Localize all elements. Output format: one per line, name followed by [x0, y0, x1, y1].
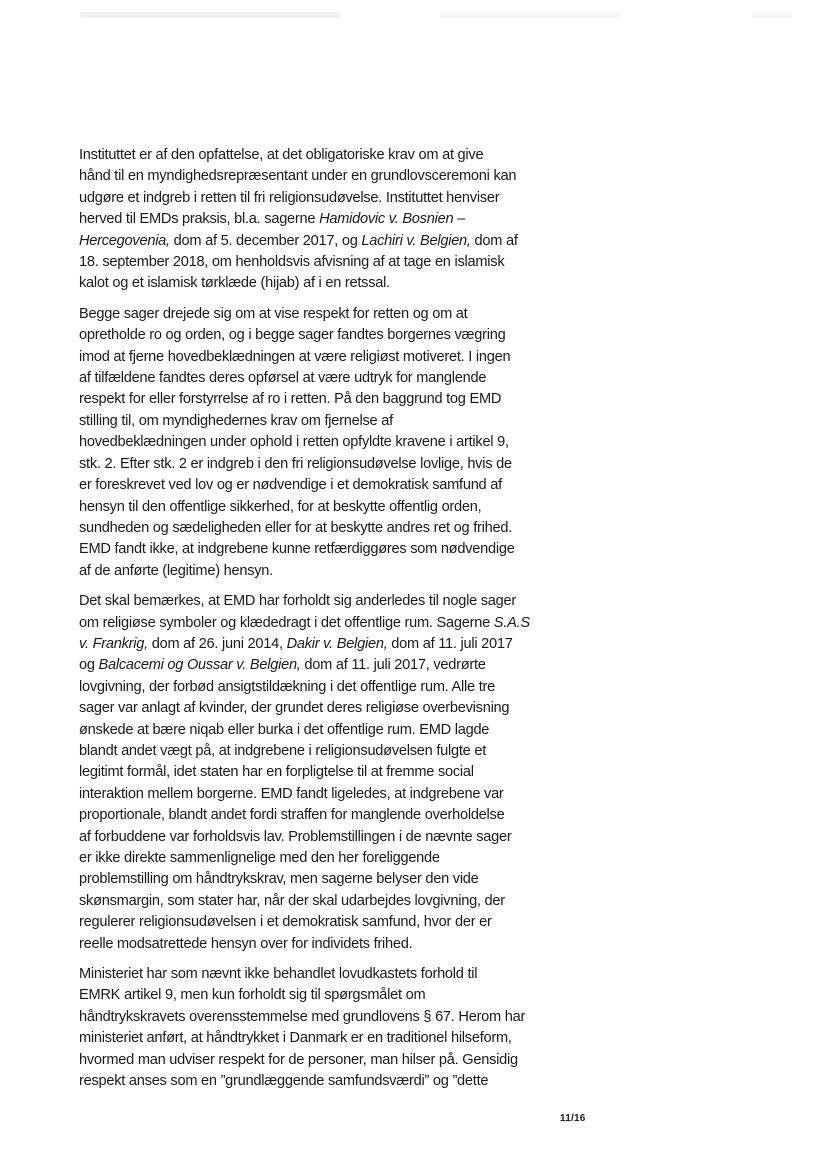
text-run: Det skal bemærkes, at EMD har forholdt sig anderledes til nogle sager	[79, 593, 516, 610]
text-line	[79, 304, 569, 325]
text-line	[79, 869, 569, 890]
text-run: reelle modsatrettede hensyn over for individets frihed.	[79, 935, 413, 952]
case-name: Hamidovic v. Bosnien –	[319, 211, 465, 228]
text-run: proportionale, blandt andet fordi straffen for manglende overholdelse	[79, 807, 505, 824]
text-line	[79, 188, 569, 209]
text-run: interaktion mellem borgerne. EMD fandt ligeledes, at indgrebene var	[79, 785, 504, 802]
text-line	[79, 848, 569, 869]
text-line	[79, 985, 569, 1006]
text-line	[79, 518, 569, 539]
scan-artifact	[80, 12, 340, 18]
case-name: v. Frankrig,	[79, 635, 148, 652]
text-line	[79, 325, 569, 346]
text-run: skønsmargin, som stater har, når der skal udarbejdes lovgivning, der	[79, 892, 505, 909]
text-line	[79, 454, 569, 475]
text-run: ministeriet anført, at håndtrykket i Danmark er en traditionel hilseform,	[79, 1030, 512, 1047]
text-line	[79, 591, 569, 612]
text-run: sager var anlagt af kvinder, der grundet deres religiøse overbevisning	[79, 700, 510, 717]
paragraph	[79, 591, 569, 955]
paragraph	[79, 145, 569, 295]
text-line	[79, 1028, 569, 1049]
text-run: 18. september 2018, om henholdsvis afvisning af at tage en islamisk	[79, 254, 505, 271]
text-line	[79, 145, 569, 166]
case-name: Lachiri v. Belgien,	[361, 232, 471, 249]
text-run: af de anførte (legitime) hensyn.	[79, 562, 273, 579]
text-run: problemstilling om håndtrykskrav, men sagerne belyser den vide	[79, 871, 479, 888]
text-line	[79, 964, 569, 985]
text-line	[79, 613, 569, 634]
text-line	[79, 934, 569, 955]
text-line	[79, 698, 569, 719]
text-run: hånd til en myndighedsrepræsentant under en grundlovsceremoni kan	[79, 168, 517, 185]
text-run: imod at fjerne hovedbeklædningen at være religiøst motiveret. I ingen	[79, 348, 511, 365]
text-line	[79, 741, 569, 762]
text-line	[79, 634, 569, 655]
text-line	[79, 539, 569, 560]
case-name: Hercegovenia,	[79, 232, 170, 249]
case-name: Balcacemi og Oussar v. Belgien,	[98, 657, 301, 674]
text-run: legitimt formål, idet staten har en forpligtelse til at fremme social	[79, 764, 474, 781]
text-run: dom af 5. december 2017, og	[169, 232, 362, 249]
text-run: regulerer religionsudøvelsen i et demokratisk samfund, hvor der er	[79, 914, 492, 931]
text-line	[79, 677, 569, 698]
text-run: respekt anses som en ”grundlæggende samfundsværdi” og ”dette	[79, 1073, 489, 1090]
text-line	[79, 475, 569, 496]
text-line	[79, 209, 569, 230]
text-run: respekt for eller forstyrrelse af ro i retten. På den baggrund tog EMD	[79, 391, 502, 408]
scan-artifact	[440, 12, 620, 18]
text-line	[79, 561, 569, 582]
text-run: lovgivning, der forbød ansigtstildækning i det offentlige rum. Alle tre	[79, 678, 495, 695]
text-run: Begge sager drejede sig om at vise respekt for retten og om at	[79, 305, 468, 322]
text-run: om religiøse symboler og klædedragt i det offentlige rum. Sagerne	[79, 614, 494, 631]
text-line	[79, 1050, 569, 1071]
text-run: dom af 26. juni 2014,	[147, 635, 287, 652]
text-line	[79, 231, 569, 252]
text-line	[79, 1007, 569, 1028]
text-line	[79, 252, 569, 273]
text-line	[79, 720, 569, 741]
text-run: og	[79, 657, 99, 674]
text-line	[79, 432, 569, 453]
page-number: 11/16	[560, 1113, 586, 1124]
text-line	[79, 389, 569, 410]
text-line	[79, 347, 569, 368]
scan-artifact	[752, 12, 792, 18]
text-run: udgøre et indgreb i retten til fri religionsudøvelse. Instituttet henviser	[79, 189, 500, 206]
text-line	[79, 497, 569, 518]
text-run: stilling til, om myndighedernes krav om fjernelse af	[79, 412, 393, 429]
text-run: ønskede at bære niqab eller burka i det offentlige rum. EMD lagde	[79, 721, 490, 738]
text-line	[79, 891, 569, 912]
text-run: opretholde ro og orden, og i begge sager fandtes borgernes vægring	[79, 327, 506, 344]
text-line	[79, 1071, 569, 1092]
case-name: Dakir v. Belgien,	[286, 635, 388, 652]
text-run: sundheden og sædeligheden eller for at beskytte andres ret og frihed.	[79, 519, 513, 536]
text-run: håndtrykskravets overensstemmelse med grundlovens § 67. Herom har	[79, 1008, 526, 1025]
text-line	[79, 827, 569, 848]
text-run: blandt andet vægt på, at indgrebene i religionsudøvelsen fulgte et	[79, 742, 487, 759]
text-run: af forbuddene var forholdsvis lav. Problemstillingen i de nævnte sager	[79, 828, 512, 845]
text-run: Ministeriet har som nævnt ikke behandlet lovudkastets forhold til	[79, 966, 478, 983]
text-run: hvormed man udviser respekt for de personer, man hilser på. Gensidig	[79, 1051, 518, 1068]
text-run: dom af	[470, 232, 518, 249]
text-run: EMRK artikel 9, men kun forholdt sig til spørgsmålet om	[79, 987, 426, 1004]
text-run: EMD fandt ikke, at indgrebene kunne retfærdiggøres som nødvendige	[79, 541, 515, 558]
text-line	[79, 411, 569, 432]
text-line	[79, 166, 569, 187]
text-run: Instituttet er af den opfattelse, at det obligatoriske krav om at give	[79, 147, 484, 163]
case-name: S.A.S	[493, 614, 530, 631]
text-line	[79, 273, 569, 294]
text-run: hovedbeklædningen under ophold i retten opfyldte kravene i artikel 9,	[79, 434, 509, 451]
text-run: er ikke direkte sammenlignelige med den her foreliggende	[79, 850, 440, 866]
text-run: kalot og et islamisk tørklæde (hijab) af i en retssal.	[79, 275, 390, 292]
document-body	[79, 145, 569, 1101]
text-run: dom af 11. juli 2017, vedrørte	[300, 657, 486, 674]
text-line	[79, 912, 569, 933]
text-run: af tilfældene fandtes deres opførsel at være udtryk for manglende	[79, 370, 487, 387]
text-line	[79, 368, 569, 389]
text-line	[79, 805, 569, 826]
text-run: herved til EMDs praksis, bl.a. sagerne	[79, 211, 320, 228]
text-run: stk. 2. Efter stk. 2 er indgreb i den fri religionsudøvelse lovlige, hvis de	[79, 455, 512, 472]
text-line	[79, 762, 569, 783]
text-run: er foreskrevet ved lov og er nødvendige i et demokratisk samfund af	[79, 477, 502, 494]
paragraph	[79, 964, 569, 1092]
text-line	[79, 784, 569, 805]
text-run: dom af 11. juli 2017	[387, 635, 513, 652]
text-line	[79, 655, 569, 676]
paragraph	[79, 304, 569, 582]
text-run: hensyn til den offentlige sikkerhed, for at beskytte offentlig orden,	[79, 498, 482, 515]
